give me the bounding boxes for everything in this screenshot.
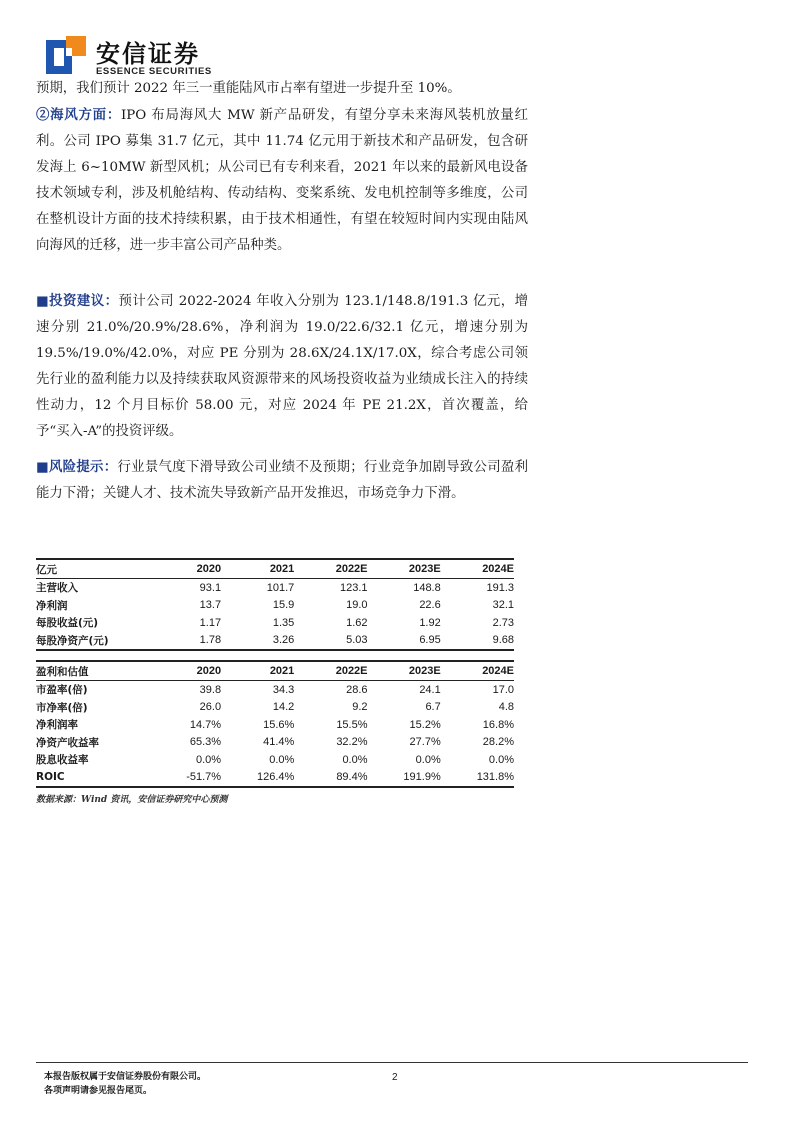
table-cell: 28.6 <box>346 683 368 696</box>
table-cell: 17.0 <box>492 683 514 696</box>
table-header-cell: 亿元 <box>36 559 148 579</box>
offshore-wind-text: IPO 布局海风大 MW 新产品研发，有望分享未来海风装机放量红利。公司 IPO 募集 31.7 亿元，其中 11.74 亿元用于新技术和产品研发，包含研发海上 6~10MW 新型风机；从公司已有专利来看，2021 年以来的最新风电设备技术领域专利，涉及机舱结构、传动结构、变桨系统、发电机控制等多维度，公司在整机设计方面的技术持续积累，由于技术相通性，有望在较短时间内实现由陆风向海风的迁移，进一步丰富公司产品种类。 <box>36 108 528 253</box>
table-row <box>36 751 514 769</box>
table-cell: 24.1 <box>419 683 441 696</box>
table-cell: 32.1 <box>492 599 514 612</box>
table-cell: 1.62 <box>346 616 368 629</box>
table-row <box>36 632 514 651</box>
table-cell: 41.4% <box>263 736 295 749</box>
table-header-cell: 盈利和估值 <box>36 661 148 681</box>
table-header-cell: 2024E <box>441 661 514 681</box>
footer-divider <box>36 1062 748 1063</box>
table-header-cell: 2022E <box>294 559 367 579</box>
table-cell: 3.26 <box>221 632 294 651</box>
table-cell: 5.03 <box>294 632 367 651</box>
financial-summary-table <box>36 558 514 651</box>
table-cell: 6.7 <box>425 701 441 714</box>
table-cell: -51.7% <box>148 769 221 788</box>
table-cell: 34.3 <box>272 683 295 696</box>
table-cell: 9.68 <box>441 632 514 651</box>
table-cell: 123.1 <box>339 581 368 594</box>
row-label: 股息收益率 <box>36 754 89 767</box>
table-cell: 22.6 <box>419 599 441 612</box>
row-label: 净资产收益率 <box>36 736 99 749</box>
table-row <box>36 681 514 699</box>
table-row <box>36 579 514 597</box>
table-cell: 39.8 <box>199 683 222 696</box>
footer-statement-note: 各项声明请参见报告尾页。 <box>44 1086 153 1096</box>
table-cell: 126.4% <box>221 769 294 788</box>
table-header-cell: 2020 <box>148 661 221 681</box>
table-row <box>36 769 514 788</box>
logo-english-name: ESSENCE SECURITIES <box>96 66 212 77</box>
table-header-row <box>36 661 514 681</box>
table-cell: 0.0% <box>269 753 295 766</box>
table-header-cell: 2021 <box>221 559 294 579</box>
table-cell: 0.0% <box>342 753 368 766</box>
offshore-wind-paragraph <box>36 102 528 259</box>
table-cell: 15.6% <box>263 718 295 731</box>
row-label: 主营收入 <box>36 582 78 595</box>
risk-warning-text: 行业景气度下滑导致公司业绩不及预期；行业竞争加剧导致公司盈利能力下滑；关键人才、技术流失导致新产品开发推迟，市场竞争力下滑。 <box>36 460 529 501</box>
table-header-cell: 2023E <box>368 559 441 579</box>
table-cell: 65.3% <box>189 736 222 749</box>
table-cell: 93.1 <box>199 581 222 594</box>
data-source-note: 数据来源：Wind 资讯，安信证券研究中心预测 <box>36 795 228 805</box>
logo-chinese-name: 安信证券 <box>96 40 200 68</box>
table-cell: 28.2% <box>482 736 514 749</box>
table-cell: 191.9% <box>368 769 441 788</box>
row-label: 市净率(倍) <box>36 701 88 714</box>
footer-copyright: 本报告版权属于安信证券股份有限公司。 <box>44 1072 207 1082</box>
table-cell: 2.73 <box>492 616 514 629</box>
table-cell: 19.0 <box>346 599 368 612</box>
table-row <box>36 614 514 632</box>
table-cell: 1.35 <box>272 616 295 629</box>
table-cell: 131.8% <box>441 769 514 788</box>
investment-advice-text: 预计公司 2022-2024 年收入分别为 123.1/148.8/191.3 亿元，增速分别 21.0%/20.9%/28.6%，净利润为 19.0/22.6/32.1 亿元，增速分别为 19.5%/19.0%/42.0%，对应 PE 分别为 28.6X/24.1X/17.0X，综合考虑公司领先行业的盈利能力以及持续获取风资源带来的风场投资收益为业绩成长注入的持续性动力，12 个月目标价 58.00 元，对应 2024 年 PE 21.2X，首次覆盖，给予“买入-A”的投资评级。 <box>36 294 529 439</box>
table-header-cell: 2022E <box>294 661 367 681</box>
table-cell: 1.92 <box>419 616 441 629</box>
table-header-cell: 2020 <box>148 559 221 579</box>
table-header-cell: 2024E <box>441 559 514 579</box>
table-cell: 32.2% <box>336 736 368 749</box>
table-header-cell: 2023E <box>368 661 441 681</box>
valuation-table <box>36 660 514 788</box>
table-cell: 1.17 <box>199 616 222 629</box>
table-header-cell: 2021 <box>221 661 294 681</box>
table-cell: 0.0% <box>196 753 222 766</box>
table-cell: 0.0% <box>415 753 441 766</box>
table-cell: 9.2 <box>352 701 368 714</box>
intro-paragraph <box>36 76 528 102</box>
table-cell: 15.2% <box>409 718 441 731</box>
table-row <box>36 716 514 734</box>
row-label: ROIC <box>36 769 148 788</box>
table-cell: 0.0% <box>488 753 514 766</box>
table-cell: 14.2 <box>272 701 295 714</box>
table-cell: 16.8% <box>482 718 514 731</box>
table-cell: 4.8 <box>498 701 514 714</box>
table-cell: 15.5% <box>336 718 368 731</box>
table-cell: 13.7 <box>199 599 222 612</box>
table-cell: 101.7 <box>266 581 295 594</box>
risk-warning-label: 风险提示： <box>48 459 118 475</box>
intro-text: 预期，我们预计 2022 年三一重能陆风市占率有望进一步提升至 10%。 <box>36 81 461 96</box>
row-label: 净利润率 <box>36 719 78 732</box>
table-row <box>36 699 514 717</box>
table-row <box>36 734 514 752</box>
logo-mark-icon <box>44 34 88 78</box>
table-cell: 6.95 <box>368 632 441 651</box>
risk-warning-paragraph <box>36 454 528 507</box>
investment-advice-paragraph <box>36 288 528 445</box>
investment-advice-label: 投资建议： <box>49 293 119 309</box>
table-cell: 27.7% <box>409 736 441 749</box>
table-row <box>36 597 514 615</box>
bullet-square-icon: ■ <box>36 293 50 309</box>
row-label: 市盈率(倍) <box>36 684 88 697</box>
table-cell: 14.7% <box>189 718 222 731</box>
table-cell: 15.9 <box>272 599 295 612</box>
row-label: 净利润 <box>36 599 68 612</box>
table-cell: 89.4% <box>294 769 367 788</box>
row-label: 每股净资产(元) <box>36 632 148 651</box>
table-cell: 1.78 <box>148 632 221 651</box>
row-label: 每股收益(元) <box>36 617 99 630</box>
table-header-row <box>36 559 514 579</box>
table-cell: 191.3 <box>486 581 514 594</box>
footer-disclaimer <box>44 1070 206 1098</box>
table-cell: 26.0 <box>199 701 222 714</box>
table-cell: 148.8 <box>413 581 441 594</box>
bullet-square-icon: ■ <box>36 459 49 475</box>
page-number: 2 <box>392 1072 398 1083</box>
offshore-wind-label: ②海风方面： <box>36 107 121 123</box>
